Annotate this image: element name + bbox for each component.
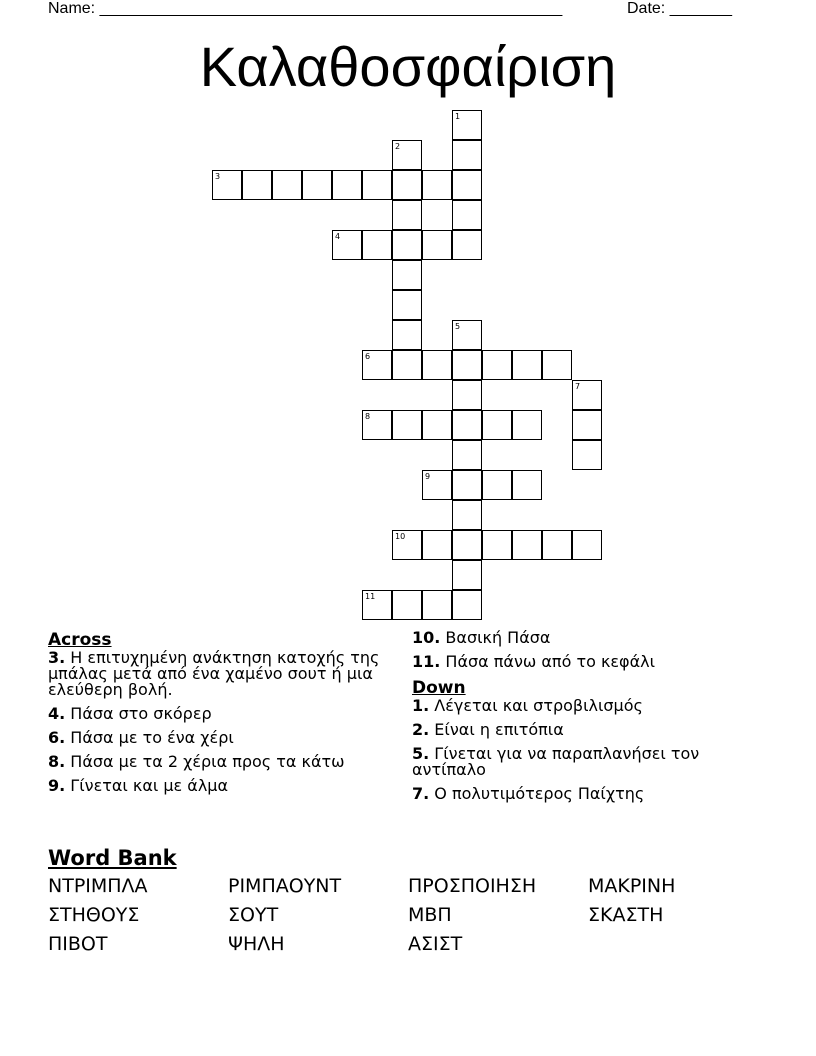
clue-text: Πάσα με τα 2 χέρια προς τα κάτω [65, 752, 345, 771]
crossword-cell[interactable] [452, 320, 482, 350]
clue-number: 5. [412, 744, 430, 763]
crossword-cell[interactable] [392, 590, 422, 620]
clue-number: 4 [335, 232, 341, 241]
clue-number: 7 [575, 382, 581, 391]
word-bank-word: ΝΤΡΙΜΠΛΑ [48, 875, 148, 897]
clue-number: 7. [412, 784, 430, 803]
crossword-cell[interactable] [242, 170, 272, 200]
clue-item [412, 654, 772, 670]
word-bank-word: ΣΚΑΣΤΗ [588, 904, 664, 926]
clue-text: Είναι η επιτόπια [429, 720, 564, 739]
clue-text: Πάσα στο σκόρερ [65, 704, 212, 723]
clue-item [412, 786, 772, 802]
word-bank-title: Word Bank [48, 846, 177, 870]
crossword-cell[interactable] [572, 410, 602, 440]
crossword-cell[interactable] [362, 230, 392, 260]
crossword-cell[interactable] [332, 230, 362, 260]
crossword-cell[interactable] [512, 530, 542, 560]
clue-text: Γίνεται και με άλμα [65, 776, 229, 795]
crossword-cell[interactable] [452, 140, 482, 170]
page-title: Καλαθοσφαίριση [199, 35, 617, 98]
crossword-cell[interactable] [452, 380, 482, 410]
clue-number: 3. [48, 648, 66, 667]
crossword-cell[interactable] [362, 410, 392, 440]
clue-number: 1 [455, 112, 461, 121]
clue-item [412, 630, 772, 646]
word-bank-word: ΑΣΙΣΤ [408, 933, 463, 955]
clue-number: 9. [48, 776, 66, 795]
clue-text: Πάσα με το ένα χέρι [65, 728, 234, 747]
crossword-cell[interactable] [422, 530, 452, 560]
clue-item [48, 754, 388, 770]
clues-column-right [412, 630, 772, 810]
word-bank-word: ΠΙΒΟΤ [48, 933, 108, 955]
crossword-cell[interactable] [392, 140, 422, 170]
crossword-cell[interactable] [422, 470, 452, 500]
crossword-cell[interactable] [272, 170, 302, 200]
word-bank-word: ΨΗΛΗ [228, 933, 285, 955]
crossword-cell[interactable] [392, 290, 422, 320]
crossword-cell[interactable] [452, 500, 482, 530]
clue-number: 8. [48, 752, 66, 771]
clue-number: 9 [425, 472, 431, 481]
clue-number: 10 [395, 532, 406, 541]
crossword-cell[interactable] [452, 410, 482, 440]
across-heading: Across [48, 630, 112, 650]
clue-text: Πάσα πάνω από το κεφάλι [440, 652, 656, 671]
crossword-cell[interactable] [302, 170, 332, 200]
clue-number: 2 [395, 142, 401, 151]
crossword-cell[interactable] [572, 530, 602, 560]
word-bank [48, 874, 768, 961]
crossword-cell[interactable] [452, 440, 482, 470]
crossword-cell[interactable] [452, 530, 482, 560]
clue-text: Λέγεται και στροβιλισμός [429, 696, 643, 715]
crossword-cell[interactable] [512, 350, 542, 380]
crossword-cell[interactable] [392, 230, 422, 260]
crossword-cell[interactable] [332, 170, 362, 200]
crossword-cell[interactable] [512, 470, 542, 500]
crossword-cell[interactable] [452, 200, 482, 230]
clue-number: 1. [412, 696, 430, 715]
clue-item [412, 698, 772, 714]
crossword-cell[interactable] [392, 530, 422, 560]
crossword-cell[interactable] [452, 470, 482, 500]
crossword-cell[interactable] [392, 200, 422, 230]
word-bank-word: ΜΒΠ [408, 904, 452, 926]
crossword-cell[interactable] [422, 230, 452, 260]
down-heading: Down [412, 678, 466, 698]
clue-number: 11 [365, 592, 376, 601]
crossword-cell[interactable] [362, 350, 392, 380]
across-clues [48, 630, 388, 802]
word-bank-word: ΣΟΥΤ [228, 904, 279, 926]
crossword-cell[interactable] [452, 350, 482, 380]
word-bank-word: ΣΤΗΘΟΥΣ [48, 904, 140, 926]
clue-item [412, 722, 772, 738]
crossword-cell[interactable] [482, 530, 512, 560]
crossword-cell[interactable] [452, 170, 482, 200]
clue-number: 10. [412, 628, 441, 647]
crossword-cell[interactable] [392, 350, 422, 380]
crossword-cell[interactable] [572, 440, 602, 470]
crossword-cell[interactable] [542, 530, 572, 560]
crossword-cell[interactable] [392, 260, 422, 290]
clue-number: 3 [215, 172, 221, 181]
crossword-cell[interactable] [452, 590, 482, 620]
crossword-cell[interactable] [452, 230, 482, 260]
crossword-cell[interactable] [482, 410, 512, 440]
clue-text: Η επιτυχημένη ανάκτηση κατοχής της μπάλας μετά από ένα χαμένο σουτ ή μια ελεύθερη βολή. [48, 648, 380, 699]
clue-item [48, 650, 388, 698]
crossword-cell[interactable] [392, 170, 422, 200]
clue-item [48, 730, 388, 746]
word-bank-word: ΜΑΚΡΙΝΗ [588, 875, 676, 897]
crossword-cell[interactable] [392, 410, 422, 440]
crossword-cell[interactable] [452, 110, 482, 140]
crossword-cell[interactable] [512, 410, 542, 440]
crossword-cell[interactable] [572, 380, 602, 410]
crossword-cell[interactable] [362, 590, 392, 620]
clue-number: 4. [48, 704, 66, 723]
crossword-cell[interactable] [422, 350, 452, 380]
clue-item [412, 746, 772, 778]
crossword-cell[interactable] [452, 560, 482, 590]
clue-text: Ο πολυτιμότερος Παίχτης [429, 784, 645, 803]
crossword-cell[interactable] [422, 590, 452, 620]
clue-number: 5 [455, 322, 461, 331]
clue-number: 11. [412, 652, 441, 671]
date-field-label: Date: _______ [627, 0, 732, 17]
clue-number: 6. [48, 728, 66, 747]
word-bank-word: ΡΙΜΠΑΟΥΝΤ [228, 875, 342, 897]
clue-number: 6 [365, 352, 371, 361]
crossword-cell[interactable] [542, 350, 572, 380]
crossword-cell[interactable] [212, 170, 242, 200]
crossword-cell[interactable] [422, 410, 452, 440]
crossword-cell[interactable] [422, 170, 452, 200]
crossword-cell[interactable] [482, 470, 512, 500]
clue-item [48, 706, 388, 722]
clue-text: Γίνεται για να παραπλανήσει τον αντίπαλο [412, 744, 700, 779]
clue-number: 8 [365, 412, 371, 421]
clue-item [48, 778, 388, 794]
word-bank-word: ΠΡΟΣΠΟΙΗΣΗ [408, 875, 537, 897]
crossword-cell[interactable] [362, 170, 392, 200]
crossword-cell[interactable] [392, 320, 422, 350]
clue-number: 2. [412, 720, 430, 739]
crossword-cell[interactable] [482, 350, 512, 380]
clue-text: Βασική Πάσα [440, 628, 551, 647]
name-field-label: Name: ____________________________________________________ [48, 0, 563, 17]
